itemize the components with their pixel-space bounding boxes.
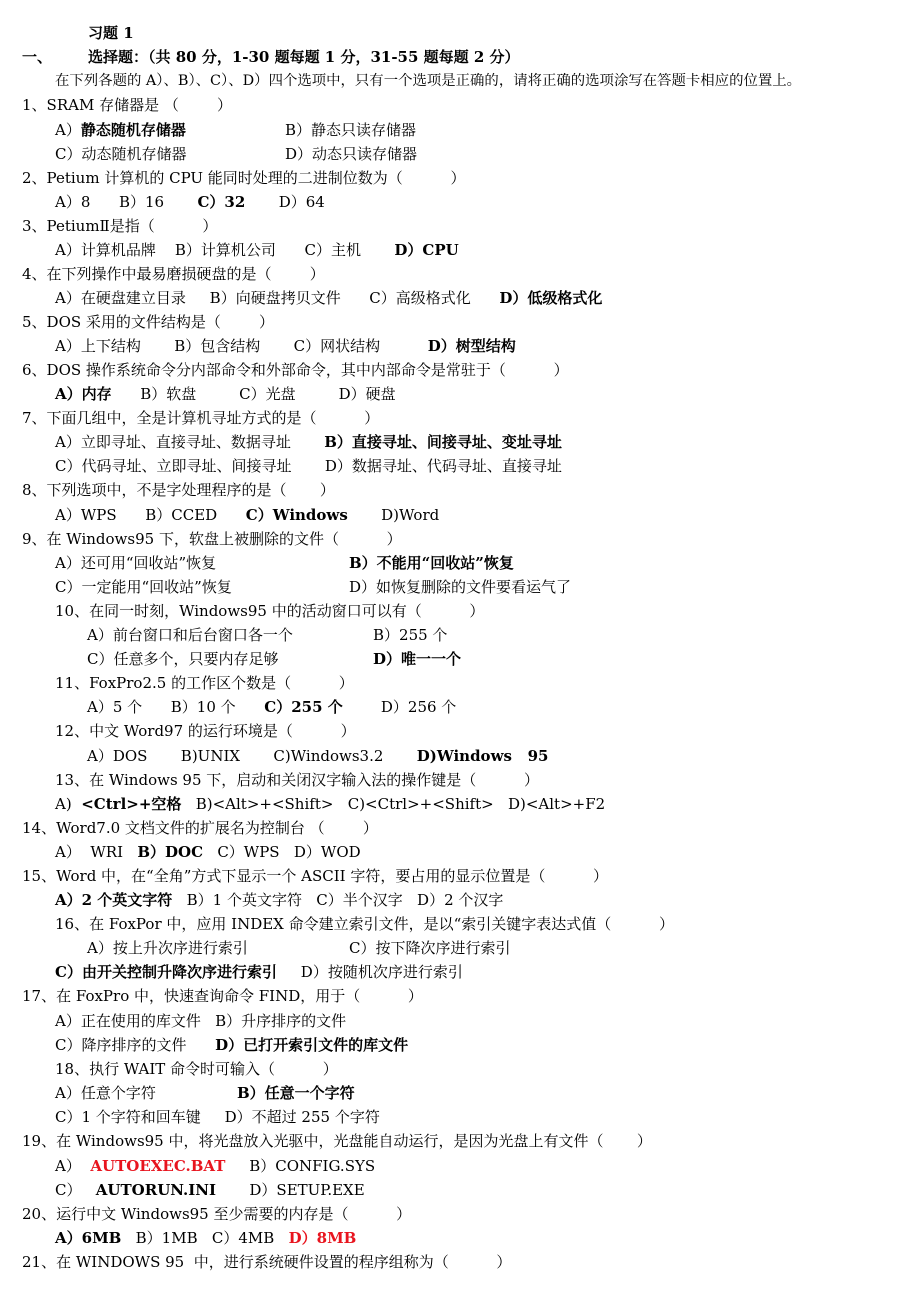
line-text: 15、Word 中，在“全角”方式下显示一个 ASCII 字符，要占用的显示位置是（ ）: [22, 867, 609, 885]
bold-answer: D）CPU: [394, 241, 459, 259]
text-line: [373, 626, 447, 644]
line-text: C）任意多个，只要内存足够: [87, 650, 279, 668]
text-line: [349, 554, 514, 572]
text-line: [55, 145, 186, 163]
line-text: B）255 个: [373, 626, 448, 644]
line-text: A）: [55, 121, 81, 139]
line-text: 7、下面几组中，全是计算机寻址方式的是（ ）: [22, 409, 380, 427]
bold-answer: <Ctrl>+空格: [81, 795, 182, 813]
section-heading: 选择题：（共 80 分，1-30 题每题 1 分，31-55 题每题 2 分）: [88, 48, 520, 66]
bold-answer: A）2 个英文字符: [55, 891, 173, 909]
text-line: [55, 722, 356, 740]
text-line: [55, 1157, 375, 1175]
line-text: D)Word: [347, 506, 440, 524]
highlighted-answer: AUTOEXEC.BAT: [90, 1157, 226, 1175]
line-text: A）DOS B)UNIX C)Windows3.2: [87, 747, 417, 765]
text-line: [55, 1181, 365, 1199]
line-text: A）任意个字符: [55, 1084, 156, 1102]
line-text: 19、在 Windows95 中，将光盘放入光驱中，光盘能自动运行，是因为光盘上有文件（ ）: [22, 1132, 652, 1150]
text-line: [55, 506, 439, 524]
line-text: 21、在 WINDOWS 95 中，进行系统硬件设置的程序组称为（ ）: [22, 1253, 512, 1271]
line-text: D）按随机次序进行索引: [276, 963, 463, 981]
text-line: [237, 1084, 355, 1102]
text-line: [285, 121, 416, 139]
line-text: 4、在下列操作中最易磨损硬盘的是（ ）: [22, 265, 325, 283]
text-line: [22, 530, 402, 548]
text-line: [22, 867, 608, 885]
line-text: 6、DOS 操作系统命令分内部命令和外部命令，其中内部命令是常驻于（ ）: [22, 361, 569, 379]
line-text: A） WRI: [55, 843, 138, 861]
text-line: [22, 96, 232, 114]
text-line: [22, 313, 274, 331]
bold-answer: B）DOC: [137, 843, 204, 861]
text-line: [87, 698, 456, 716]
line-text: C）WPS D）WOD: [203, 843, 361, 861]
text-line: [87, 650, 278, 668]
line-text: C）降序排序的文件: [55, 1036, 216, 1054]
bold-answer: C）255 个: [264, 698, 343, 716]
bold-answer: 静态随机存储器: [80, 121, 186, 139]
text-line: [55, 1229, 356, 1247]
line-text: 9、在 Windows95 下，软盘上被删除的文件（ ）: [22, 530, 402, 548]
bold-answer: C）Windows: [245, 506, 348, 524]
bold-answer: D）唯一一个: [373, 650, 462, 668]
text-line: [55, 771, 539, 789]
text-line: [87, 626, 293, 644]
bold-answer: C）32: [197, 193, 246, 211]
line-text: D）SETUP.EXE: [216, 1181, 365, 1199]
text-line: [55, 554, 216, 572]
line-text: 16、在 FoxPor 中，应用 INDEX 命令建立索引文件，是以“索引关键字表达式值（ ）: [55, 915, 674, 933]
line-text: 12、中文 Word97 的运行环境是（ ）: [55, 722, 356, 740]
bold-answer: D）低级格式化: [499, 289, 603, 307]
bold-answer: A）6MB: [55, 1229, 122, 1247]
text-line: [55, 1108, 380, 1126]
instructions: 在下列各题的 A）、B）、C）、D）四个选项中，只有一个选项是正确的，请将正确的选项涂写在答题卡相应的位置上。: [55, 73, 802, 89]
text-line: [55, 578, 232, 596]
text-line: [22, 265, 325, 283]
line-text: 18、执行 WAIT 命令时可输入（ ）: [55, 1060, 338, 1078]
text-line: [373, 650, 461, 668]
text-line: [55, 121, 186, 139]
text-line: [55, 795, 605, 813]
bold-answer: C）由开关控制升降次序进行索引: [55, 963, 277, 981]
text-line: [87, 939, 248, 957]
line-text: A）还可用“回收站”恢复: [55, 554, 217, 572]
text-line: [285, 145, 417, 163]
line-text: B）1 个英文字符 C）半个汉字 D）2 个汉字: [172, 891, 504, 909]
line-text: 10、在同一时刻，Windows95 中的活动窗口可以有（ ）: [55, 602, 485, 620]
text-line: [22, 361, 569, 379]
highlighted-answer: D）8MB: [288, 1229, 357, 1247]
text-line: [55, 289, 602, 307]
line-text: 20、运行中文 Windows95 至少需要的内存是（ ）: [22, 1205, 412, 1223]
line-text: 1、SRAM 存储器是 （ ）: [22, 96, 232, 114]
text-line: [55, 843, 361, 861]
text-line: [22, 409, 379, 427]
line-text: D）动态只读存储器: [285, 145, 418, 163]
line-text: C）代码寻址、立即寻址、间接寻址 D）数据寻址、代码寻址、直接寻址: [55, 457, 562, 475]
line-text: A）正在使用的库文件 B）升序排序的文件: [55, 1012, 347, 1030]
line-text: A）上下结构 B）包含结构 C）网状结构: [55, 337, 428, 355]
text-line: [55, 891, 503, 909]
text-line: [22, 1132, 652, 1150]
line-text: 11、FoxPro2.5 的工作区个数是（ ）: [55, 674, 354, 692]
text-line: [55, 241, 459, 259]
line-text: 3、PetiumⅡ是指（ ）: [22, 217, 218, 235]
line-text: B）软盘 C）光盘 D）硬盘: [111, 385, 396, 403]
line-text: A）: [55, 1157, 91, 1175]
bold-answer: D）已打开索引文件的库文件: [215, 1036, 409, 1054]
line-text: A）前台窗口和后台窗口各一个: [87, 626, 293, 644]
text-line: [22, 1205, 411, 1223]
text-line: [55, 457, 562, 475]
text-line: [22, 987, 423, 1005]
line-text: B）CONFIG.SYS: [225, 1157, 376, 1175]
line-text: C）1 个字符和回车键 D）不超过 255 个字符: [55, 1108, 380, 1126]
text-line: [55, 193, 325, 211]
bold-answer: AUTORUN.INI: [95, 1181, 217, 1199]
text-line: [55, 337, 516, 355]
line-text: C）按下降次序进行索引: [349, 939, 511, 957]
line-text: B)<Alt>+<Shift> C)<Ctrl>+<Shift> D)<Alt>+F2: [181, 795, 606, 813]
line-text: A）5 个 B）10 个: [87, 698, 265, 716]
line-text: 14、Word7.0 文档文件的扩展名为控制台 （ ）: [22, 819, 378, 837]
line-text: A）在硬盘建立目录 B）向硬盘拷贝文件 C）高级格式化: [55, 289, 500, 307]
line-text: D）256 个: [342, 698, 457, 716]
text-line: [55, 1084, 156, 1102]
bold-answer: A）内存: [55, 385, 112, 403]
text-line: [22, 481, 335, 499]
text-line: [55, 674, 354, 692]
bold-answer: B）任意一个字符: [237, 1084, 355, 1102]
text-line: [55, 915, 674, 933]
line-text: D）64: [245, 193, 325, 211]
text-line: [22, 819, 378, 837]
line-text: A）WPS B）CCED: [55, 506, 246, 524]
line-text: 2、Petium 计算机的 CPU 能同时处理的二进制位数为（ ）: [22, 169, 466, 187]
line-text: 8、下列选项中，不是字处理程序的是（ ）: [22, 481, 335, 499]
bold-answer: B）直接寻址、间接寻址、变址寻址: [324, 433, 562, 451]
line-text: A): [55, 795, 82, 813]
line-text: D）如恢复删除的文件要看运气了: [349, 578, 572, 596]
text-line: [22, 169, 465, 187]
text-line: [349, 939, 510, 957]
text-line: [55, 433, 562, 451]
text-line: [55, 385, 396, 403]
line-text: 17、在 FoxPro 中，快速查询命令 FIND，用于（ ）: [22, 987, 423, 1005]
text-line: [55, 1012, 346, 1030]
line-text: C）动态随机存储器: [55, 145, 187, 163]
line-text: A）按上升次序进行索引: [87, 939, 248, 957]
bold-answer: B）不能用“回收站”恢复: [349, 554, 514, 572]
text-line: [55, 1036, 408, 1054]
line-text: C）一定能用“回收站”恢复: [55, 578, 232, 596]
text-line: [22, 1253, 511, 1271]
line-text: 5、DOS 采用的文件结构是（ ）: [22, 313, 275, 331]
line-text: B）静态只读存储器: [285, 121, 417, 139]
bold-answer: D）树型结构: [427, 337, 516, 355]
line-text: B）1MB C）4MB: [121, 1229, 289, 1247]
line-text: A）8 B）16: [55, 193, 198, 211]
text-line: [22, 217, 217, 235]
text-line: [349, 578, 571, 596]
line-text: 13、在 Windows 95 下，启动和关闭汉字输入法的操作键是（ ）: [55, 771, 539, 789]
document-title: 习题 1: [88, 24, 134, 42]
line-text: A）立即寻址、直接寻址、数据寻址: [55, 433, 325, 451]
line-text: A）计算机品牌 B）计算机公司 C）主机: [55, 241, 395, 259]
text-line: [55, 602, 484, 620]
text-line: [87, 747, 548, 765]
text-line: [55, 963, 463, 981]
section-number: 一、: [22, 48, 53, 66]
line-text: C）: [55, 1181, 96, 1199]
bold-answer: D)Windows 95: [416, 747, 549, 765]
text-line: [55, 1060, 338, 1078]
